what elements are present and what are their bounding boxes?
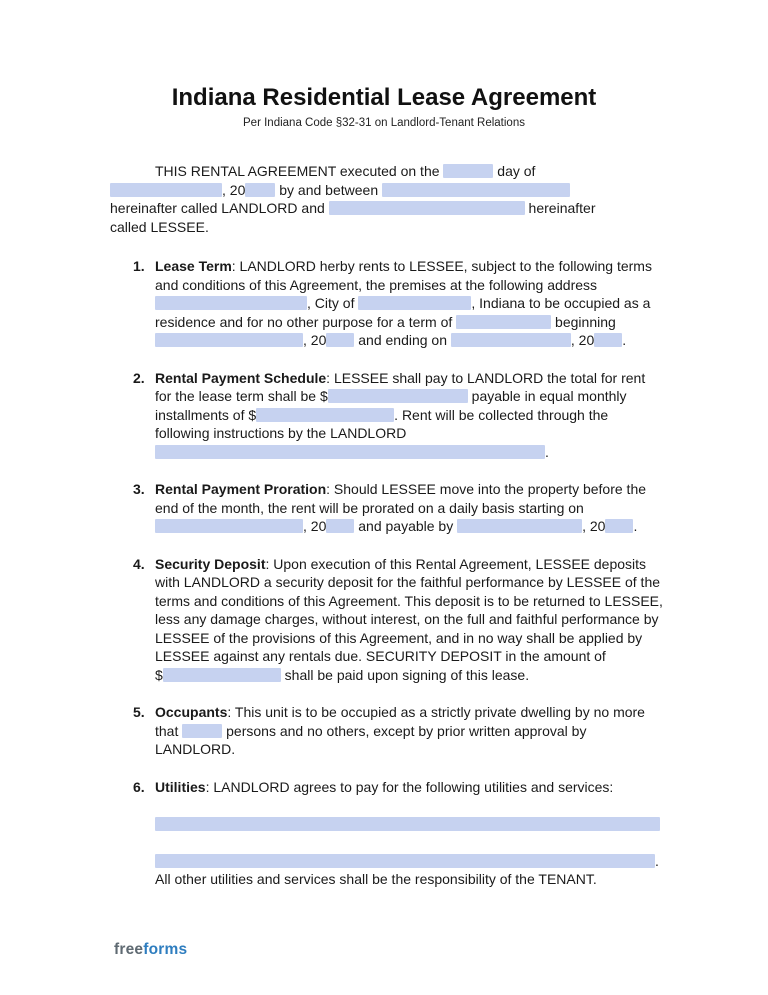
field-execution-day[interactable] (443, 164, 493, 178)
field-security-deposit-amount[interactable] (163, 668, 281, 682)
field-end-year[interactable] (594, 333, 622, 347)
field-execution-month[interactable] (110, 183, 222, 197)
item-number: 2. (133, 369, 145, 386)
item-heading: Utilities (155, 778, 206, 795)
intro-paragraph: THIS RENTAL AGREEMENT executed on the day of , 20 by and between hereinafter called LANDLORD and hereinafter called LESSEE. (110, 163, 596, 235)
field-landlord-name[interactable] (382, 183, 570, 197)
field-lessee-name[interactable] (329, 201, 525, 215)
item-text: Security Deposit: Upon execution of this Rental Agreement, LESSEE deposits with LANDLORD a security deposit for the faithful performance by LESSEE of the terms and conditions of this Agreement. This deposit is to be returned to LESSEE, less any damage charges, without interest, on the full and faithful performance by LESSEE of the provisions of this Agreement, and in no way shall be applied by LESSEE against any rentals due. SECURITY DEPOSIT in the amount of $ shall be paid upon signing of this lease. (155, 555, 663, 683)
document-subtitle: Per Indiana Code §32-31 on Landlord-Tenant Relations (243, 117, 525, 129)
item-text: Rental Payment Proration: Should LESSEE move into the property before the end of the month, the rent will be prorated on a daily basis starting on , 20 and payable by , 20 . (155, 481, 647, 534)
item-heading: Occupants (155, 704, 228, 720)
item-number: 4. (133, 555, 145, 572)
field-proration-start-date[interactable] (155, 519, 303, 533)
field-max-occupants[interactable] (182, 724, 222, 738)
item-text: Rental Payment Schedule: LESSEE shall pay to LANDLORD the total for rent for the lease term shall be $ payable in equal monthly installments of $ . Rent will be collected through the following instructions by the LANDLORD . (155, 369, 646, 460)
field-premises-address[interactable] (155, 296, 307, 310)
field-start-date[interactable] (155, 333, 303, 347)
clause-utilities (133, 778, 768, 889)
field-lease-term-length[interactable] (456, 315, 551, 329)
field-total-rent[interactable] (328, 389, 468, 403)
clause-rental-payment-schedule (133, 369, 768, 462)
clause-rental-payment-proration (133, 480, 768, 536)
field-collection-instructions[interactable] (155, 445, 545, 459)
field-utilities-line-1[interactable] (155, 817, 660, 831)
item-text: Occupants: This unit is to be occupied as a strictly private dwelling by no more that persons and no others, except by prior written approval by LANDLORD. (155, 704, 645, 757)
freeforms-logo (114, 941, 187, 959)
item-number: 5. (133, 704, 145, 720)
item-number: 1. (133, 258, 145, 274)
clause-list (133, 257, 768, 889)
item-heading: Security Deposit (155, 555, 266, 572)
item-text: Utilities: LANDLORD agrees to pay for the following utilities and services: . All other utilities and services shall be the responsibility of the TENANT. (155, 778, 659, 887)
item-heading: Rental Payment Schedule (155, 369, 327, 386)
field-proration-start-year[interactable] (326, 519, 354, 533)
field-start-year[interactable] (326, 333, 354, 347)
field-city[interactable] (358, 296, 471, 310)
field-payable-by-date[interactable] (457, 519, 582, 533)
logo-text-free: free (114, 941, 144, 958)
item-text: Lease Term: LANDLORD herby rents to LESSEE, subject to the following terms and conditions of this Agreement, the premises at the following address , City of , Indiana to be occupied as a residence and for no other purpose for a term of beginning , 20 and ending on , 20 . (155, 258, 652, 348)
field-execution-year[interactable] (245, 183, 275, 197)
field-utilities-line-2[interactable] (155, 854, 655, 868)
clause-lease-term (133, 257, 768, 350)
field-payable-by-year[interactable] (605, 519, 633, 533)
item-heading: Rental Payment Proration (155, 481, 327, 497)
clause-security-deposit (133, 555, 768, 685)
item-number: 6. (133, 778, 145, 795)
logo-text-forms: forms (143, 941, 188, 958)
document-header (0, 0, 768, 129)
field-monthly-installment[interactable] (256, 408, 394, 422)
document-title: Indiana Residential Lease Agreement (171, 84, 597, 111)
field-end-date[interactable] (451, 333, 571, 347)
clause-occupants (133, 703, 768, 759)
item-heading: Lease Term (155, 258, 232, 274)
item-number: 3. (133, 481, 145, 497)
